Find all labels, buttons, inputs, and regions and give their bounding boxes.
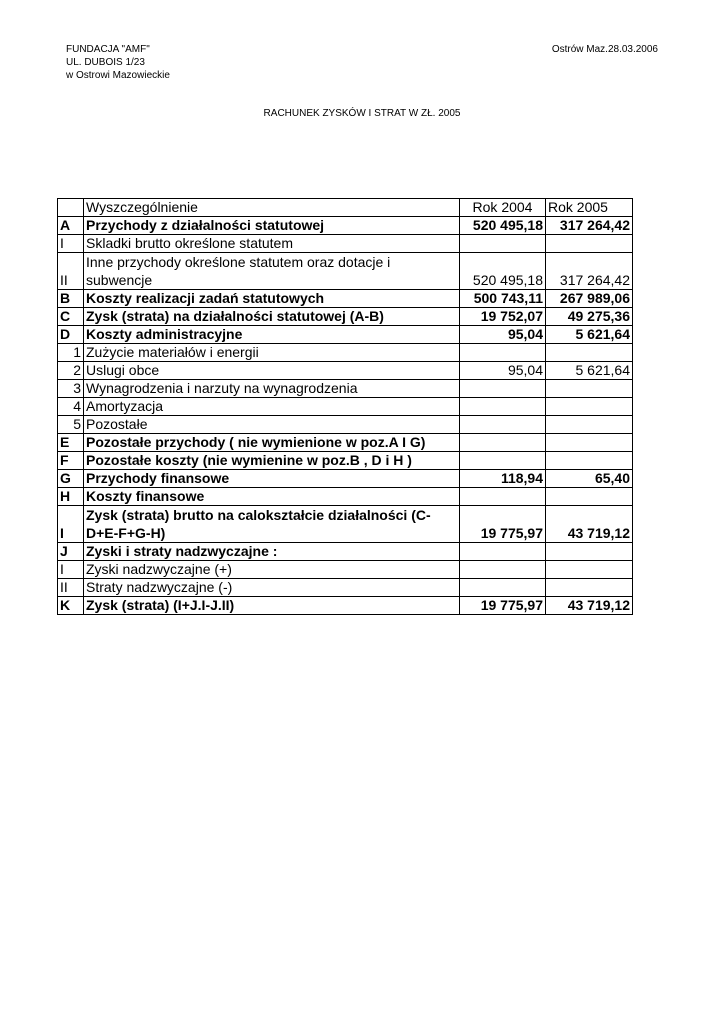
row-description: Przychody z działalności statutowej (84, 217, 460, 235)
row-value-2004 (460, 561, 546, 579)
row-description: Amortyzacja (84, 398, 460, 416)
row-description: Koszty realizacji zadań statutowych (84, 290, 460, 308)
table-row (58, 398, 633, 416)
row-description: Zysk (strata) (I+J.I-J.II) (84, 597, 460, 615)
row-description: Zyski i straty nadzwyczajne : (84, 543, 460, 561)
row-code: F (58, 452, 84, 470)
row-value-2005 (546, 452, 633, 470)
row-code: 3 (58, 380, 84, 398)
row-description: Przychody finansowe (84, 470, 460, 488)
table-row (58, 452, 633, 470)
row-value-2005 (546, 344, 633, 362)
table-row (58, 217, 633, 235)
row-code: E (58, 434, 84, 452)
table-row (58, 380, 633, 398)
table-row (58, 308, 633, 326)
row-description: Pozostałe przychody ( nie wymienione w poz.A I G) (84, 434, 460, 452)
table-row (58, 344, 633, 362)
row-description: Zużycie materiałów i energii (84, 344, 460, 362)
table-row (58, 543, 633, 561)
row-code: 1 (58, 344, 84, 362)
table-row (58, 290, 633, 308)
row-description: Zysk (strata) na działalności statutowej (A-B) (84, 308, 460, 326)
row-value-2005: 43 719,12 (546, 506, 633, 543)
row-value-2004 (460, 579, 546, 597)
row-description: Koszty finansowe (84, 488, 460, 506)
document-title: RACHUNEK ZYSKÓW I STRAT W ZŁ. 2005 (263, 108, 461, 119)
row-code: 2 (58, 362, 84, 380)
table-row (58, 416, 633, 434)
organization-address (66, 43, 170, 82)
row-description: Koszty administracyjne (84, 326, 460, 344)
header-year-2005: Rok 2005 (546, 199, 633, 217)
row-value-2004: 95,04 (460, 326, 546, 344)
row-value-2004: 19 752,07 (460, 308, 546, 326)
row-value-2005 (546, 579, 633, 597)
row-description: Wynagrodzenia i narzuty na wynagrodzenia (84, 380, 460, 398)
table-row (58, 253, 633, 290)
row-description: Inne przychody określone statutem oraz dotacje i subwencje (84, 253, 460, 290)
row-value-2004 (460, 380, 546, 398)
row-code: 4 (58, 398, 84, 416)
row-value-2004 (460, 344, 546, 362)
place-date: Ostrów Maz.28.03.2006 (551, 44, 658, 55)
row-code: I (58, 506, 84, 543)
row-value-2005: 43 719,12 (546, 597, 633, 615)
org-name: FUNDACJA "AMF" (66, 44, 150, 55)
row-value-2004: 520 495,18 (460, 253, 546, 290)
row-code: I (58, 235, 84, 253)
row-code: H (58, 488, 84, 506)
row-value-2005 (546, 380, 633, 398)
row-code: D (58, 326, 84, 344)
row-value-2005 (546, 561, 633, 579)
row-value-2004 (460, 235, 546, 253)
row-value-2005 (546, 398, 633, 416)
row-value-2005 (546, 434, 633, 452)
header-year-2004: Rok 2004 (460, 199, 546, 217)
row-code: II (58, 579, 84, 597)
table-row (58, 506, 633, 543)
row-description: Pozostałe (84, 416, 460, 434)
table-row (58, 235, 633, 253)
row-description: Pozostałe koszty (nie wymienine w poz.B , D i H ) (84, 452, 460, 470)
row-value-2005 (546, 416, 633, 434)
row-description: Uslugi obce (84, 362, 460, 380)
row-value-2004: 118,94 (460, 470, 546, 488)
row-code: C (58, 308, 84, 326)
row-value-2005: 317 264,42 (546, 253, 633, 290)
row-code: 5 (58, 416, 84, 434)
row-value-2004 (460, 543, 546, 561)
row-value-2005: 317 264,42 (546, 217, 633, 235)
row-value-2005 (546, 543, 633, 561)
row-value-2004: 520 495,18 (460, 217, 546, 235)
row-description: Zyski nadzwyczajne (+) (84, 561, 460, 579)
row-value-2004 (460, 488, 546, 506)
row-code: K (58, 597, 84, 615)
header-description: Wyszczególnienie (84, 199, 460, 217)
row-code: II (58, 253, 84, 290)
row-value-2004: 95,04 (460, 362, 546, 380)
row-code: G (58, 470, 84, 488)
table-row (58, 326, 633, 344)
row-value-2005: 49 275,36 (546, 308, 633, 326)
org-street: UL. DUBOIS 1/23 (66, 57, 145, 68)
table-row (58, 470, 633, 488)
table-header-row (58, 199, 633, 217)
row-value-2004: 19 775,97 (460, 506, 546, 543)
row-value-2005: 267 989,06 (546, 290, 633, 308)
row-value-2005: 5 621,64 (546, 362, 633, 380)
row-value-2004 (460, 416, 546, 434)
row-value-2004 (460, 452, 546, 470)
row-value-2005: 65,40 (546, 470, 633, 488)
row-value-2004: 500 743,11 (460, 290, 546, 308)
row-value-2005 (546, 488, 633, 506)
profit-loss-table (57, 198, 633, 615)
row-code: J (58, 543, 84, 561)
row-value-2004 (460, 434, 546, 452)
row-description: Zysk (strata) brutto na calokształcie działalności (C-D+E-F+G-H) (84, 506, 460, 543)
table-row (58, 579, 633, 597)
header-code (58, 199, 84, 217)
row-value-2004: 19 775,97 (460, 597, 546, 615)
row-description: Straty nadzwyczajne (-) (84, 579, 460, 597)
row-code: A (58, 217, 84, 235)
row-value-2005: 5 621,64 (546, 326, 633, 344)
row-code: B (58, 290, 84, 308)
org-city: w Ostrowi Mazowieckie (66, 70, 170, 81)
table-row (58, 434, 633, 452)
row-value-2005 (546, 235, 633, 253)
row-description: Skladki brutto określone statutem (84, 235, 460, 253)
table-row (58, 362, 633, 380)
row-value-2004 (460, 398, 546, 416)
table-row (58, 488, 633, 506)
table-row (58, 597, 633, 615)
row-code: I (58, 561, 84, 579)
table-row (58, 561, 633, 579)
